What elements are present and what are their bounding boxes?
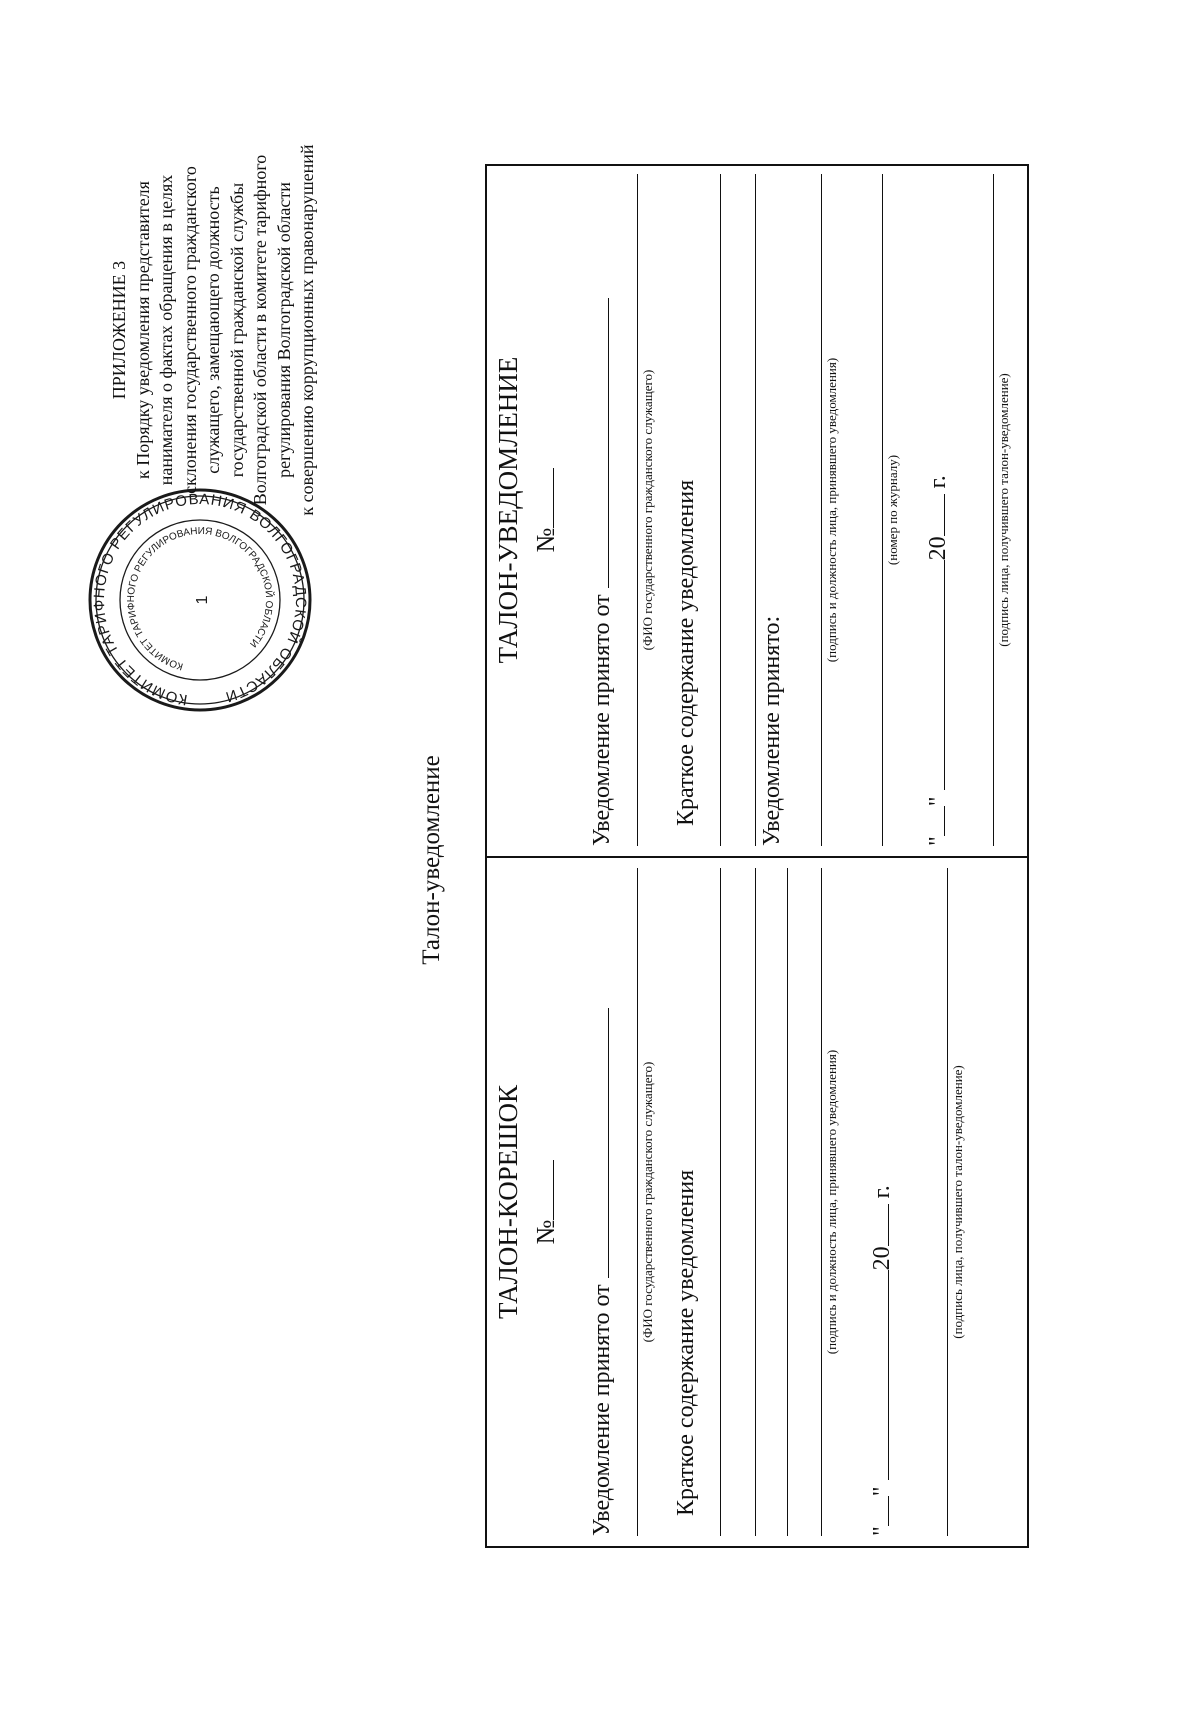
- stub-fio-caption: (ФИО государственного гражданского служащего): [640, 1061, 655, 1343]
- notice-journal-line: [882, 174, 883, 846]
- notice-year-prefix: 20: [925, 536, 951, 561]
- stub-column: [487, 868, 1027, 1536]
- notice-received-from: [589, 298, 616, 846]
- svg-text:КОМИТЕТ ТАРИФНОГО РЕГУЛИРОВАНИ: КОМИТЕТ ТАРИФНОГО РЕГУЛИРОВАНИЯ ВОЛГОГРАДСКОЙ ОБЛАСТИ: [125, 525, 275, 672]
- appendix-line: к Порядку уведомления представителя: [132, 181, 153, 479]
- stub-number: [531, 868, 561, 1536]
- stub-summary-line-2: [755, 868, 756, 1536]
- notice-accepter-line: [821, 174, 822, 846]
- notice-number-blank: [553, 468, 554, 528]
- column-divider: [487, 856, 1027, 858]
- appendix-line: Волгоградской области в комитете тарифного: [250, 154, 270, 506]
- notice-summary-line-2: [755, 174, 756, 846]
- appendix-line: государственной гражданской службы: [226, 182, 247, 478]
- notice-received-from-blank: [608, 298, 609, 588]
- notice-fio-line: [637, 174, 638, 846]
- stub-date-quote-open: ": [869, 1526, 895, 1536]
- notice-column: [487, 174, 1027, 846]
- seal-number: 1: [194, 595, 211, 605]
- notice-month-blank: [944, 560, 945, 790]
- stub-year-suffix: г.: [869, 1185, 895, 1199]
- stub-accepter-line: [821, 868, 822, 1536]
- notice-fio-caption: (ФИО государственного гражданского служащего): [640, 369, 655, 651]
- appendix-header: [108, 85, 320, 575]
- notice-summary-label: Краткое содержание уведомления: [673, 479, 699, 826]
- stub-accepter-caption: (подпись и должность лица, принявшего уведомления): [824, 1049, 839, 1355]
- notice-accepter-caption: (подпись и должность лица, принявшего уведомления): [824, 357, 839, 663]
- stub-fio-line: [637, 868, 638, 1536]
- stub-summary-line-3: [787, 868, 788, 1536]
- notice-number: [531, 174, 561, 846]
- stub-year-prefix: 20: [869, 1246, 895, 1271]
- stub-receiver-line: [947, 868, 948, 1536]
- stub-receiver-caption: (подпись лица, получившего талон-уведомление): [950, 1065, 965, 1339]
- appendix-line: регулирования Волгоградской области: [273, 182, 294, 478]
- notice-title: ТАЛОН-УВЕДОМЛЕНИЕ: [493, 356, 523, 664]
- notice-date: [925, 475, 952, 846]
- stub-received-from: [589, 1008, 616, 1536]
- notice-received-from-label: Уведомление принято от: [589, 594, 615, 846]
- stub-year-blank: [888, 1204, 889, 1246]
- svg-text:КОМИТЕТ ТАРИФНОГО РЕГУЛИРОВАНИ: КОМИТЕТ ТАРИФНОГО РЕГУЛИРОВАНИЯ ВОЛГОГРАДСКОЙ ОБЛАСТИ: [90, 490, 310, 709]
- appendix-line: ПРИЛОЖЕНИЕ 3: [109, 260, 129, 400]
- notice-year-blank: [944, 494, 945, 536]
- notice-year-suffix: г.: [925, 475, 951, 489]
- notice-day-blank: [944, 806, 945, 836]
- notice-accepted-label: Уведомление принято:: [759, 615, 785, 846]
- notice-receiver-caption: (подпись лица, получившего талон-уведомление): [996, 373, 1011, 647]
- document-title: Талон-уведомление: [418, 755, 445, 965]
- appendix-line: к совершению коррупционных правонарушений: [297, 144, 317, 516]
- appendix-line: нанимателя о фактах обращения в целях: [156, 174, 176, 486]
- stub-summary-line-1: [720, 868, 721, 1536]
- notice-receiver-line: [993, 174, 994, 846]
- notice-date-quote-open: ": [925, 836, 951, 846]
- stub-received-from-label: Уведомление принято от: [589, 1284, 615, 1536]
- stub-title: ТАЛОН-КОРЕШОК: [493, 1084, 523, 1320]
- appendix-line: служащего, замещающего должность: [203, 186, 223, 474]
- stub-number-label: №: [531, 1219, 560, 1245]
- stub-received-from-blank: [608, 1008, 609, 1278]
- notice-form: [485, 164, 1029, 1548]
- stub-day-blank: [888, 1496, 889, 1526]
- notice-number-label: №: [531, 527, 560, 553]
- stub-date: [869, 1185, 896, 1536]
- stub-month-blank: [888, 1270, 889, 1480]
- notice-date-quote-close: ": [925, 796, 951, 807]
- stub-summary-label: Краткое содержание уведомления: [673, 1169, 699, 1516]
- stub-date-quote-close: ": [869, 1486, 895, 1497]
- notice-summary-line-1: [720, 174, 721, 846]
- notice-journal-caption: (номер по журналу): [885, 454, 900, 566]
- appendix-line: склонения государственного гражданского: [179, 166, 200, 494]
- stub-number-blank: [553, 1160, 554, 1220]
